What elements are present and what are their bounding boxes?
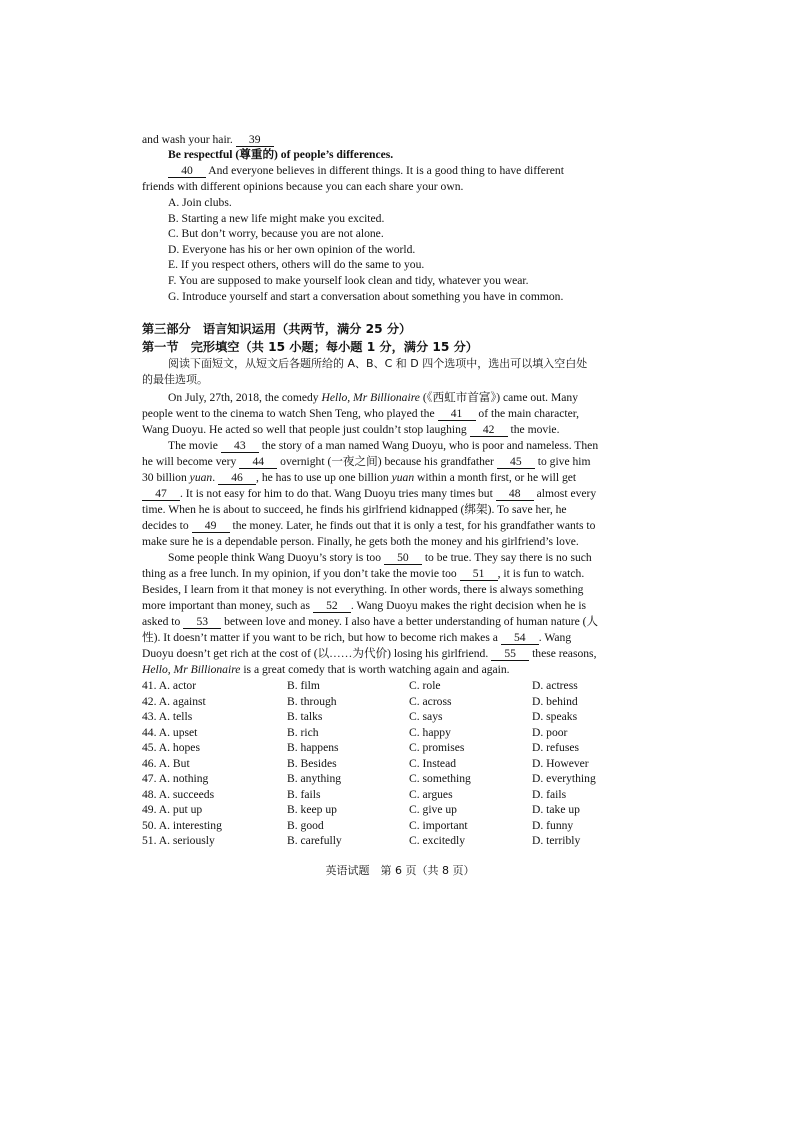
option-item: G. Introduce yourself and start a conversation about something you have in common. xyxy=(168,289,564,303)
passage-line: 47 . It is not easy for him to do that. Wang Duoyu tries many times but 48 almost every xyxy=(142,487,596,501)
passage-line: 30 billion yuan. 46 , he has to use up one billion yuan within a month first, or he will get xyxy=(142,471,577,484)
answer-blank-44: 44 xyxy=(239,456,277,469)
passage-line: Besides, I learn from it that money is not everything. In other words, there is always something xyxy=(142,583,584,596)
answer-choice: C. promises xyxy=(409,741,465,754)
instructions: 阅读下面短文，从短文后各题所给的 A、B、C 和 D 四个选项中，选出可以填入空白处 xyxy=(168,357,588,370)
answer-choice: C. excitedly xyxy=(409,834,466,847)
question-row xyxy=(142,819,612,834)
answer-blank-40: 40 xyxy=(168,165,206,178)
question-row xyxy=(142,757,612,772)
answer-choice: C. happy xyxy=(409,725,451,739)
answer-choice: D. actress xyxy=(532,679,578,692)
answer-choice: D. everything xyxy=(532,772,596,785)
text-line: and wash your hair. 39 xyxy=(142,133,274,147)
answer-choice: 51. A. seriously xyxy=(142,834,215,847)
answer-choice: C. role xyxy=(409,679,441,692)
section-title: 第一节 完形填空（共 15 小题；每小题 1 分，满分 15 分） xyxy=(142,340,478,354)
option-item: E. If you respect others, others will do the same to you. xyxy=(168,258,425,272)
passage-line: thing as a free lunch. In my opinion, if you don’t take the movie too 51 , it is fun to watch. xyxy=(142,567,585,580)
question-row xyxy=(142,803,612,818)
answer-choice: 47. A. nothing xyxy=(142,772,209,785)
text-line: friends with different opinions because you can each share your own. xyxy=(142,180,464,193)
answer-choice: C. across xyxy=(409,694,452,708)
passage-line: make sure he is a dependable person. Finally, he gets both the money and his girlfriend’s love. xyxy=(142,535,579,548)
answer-choice: D. speaks xyxy=(532,710,578,723)
answer-choice: C. Instead xyxy=(409,756,457,770)
answer-blank-49: 49 xyxy=(192,520,230,533)
answer-blank-51: 51 xyxy=(460,568,498,581)
answer-blank-53: 53 xyxy=(183,616,221,629)
answer-choice: C. says xyxy=(409,710,443,723)
question-row xyxy=(142,679,612,694)
answer-choice: B. happens xyxy=(287,741,339,754)
answer-choice: C. something xyxy=(409,772,471,785)
passage-line: time. When he is about to succeed, he finds his girlfriend kidnapped (绑架). To save her, he xyxy=(142,503,567,516)
answer-blank-43: 43 xyxy=(221,440,259,453)
answer-choice: 43. A. tells xyxy=(142,710,193,723)
answer-choice: 41. A. actor xyxy=(142,679,197,692)
question-row xyxy=(142,710,612,725)
instructions: 的最佳选项。 xyxy=(142,373,208,386)
passage-line: he will become very 44 overnight (一夜之间) because his grandfather 45 to give him xyxy=(142,455,591,468)
answer-choice: C. important xyxy=(409,818,468,832)
answer-choice: D. funny xyxy=(532,818,574,832)
answer-choice: B. Besides xyxy=(287,756,337,770)
answer-choice: 44. A. upset xyxy=(142,725,198,739)
passage-line: Duoyu doesn’t get rich at the cost of (以……为代价) losing his girlfriend. 55 these reasons, xyxy=(142,647,597,660)
question-row xyxy=(142,695,612,710)
passage-line: more important than money, such as 52 . Wang Duoyu makes the right decision when he is xyxy=(142,599,587,612)
answer-blank-47: 47 xyxy=(142,488,180,501)
answer-choice: B. talks xyxy=(287,710,323,723)
answer-choice: 42. A. against xyxy=(142,694,206,708)
page-footer: 英语试题 第 6 页（共 8 页） xyxy=(325,864,475,877)
answer-choice: 50. A. interesting xyxy=(142,818,222,832)
answer-choice: B. good xyxy=(287,818,324,832)
answer-choice: D. fails xyxy=(532,787,567,801)
answer-choice: D. However xyxy=(532,756,589,770)
answer-choice: B. anything xyxy=(287,772,342,785)
answer-blank-54: 54 xyxy=(501,632,539,645)
answer-choice: D. refuses xyxy=(532,741,580,754)
question-row xyxy=(142,834,612,849)
answer-choice: 49. A. put up xyxy=(142,803,203,816)
passage-line: decides to 49 the money. Later, he finds out that it is only a test, for his grandfather wants to xyxy=(142,519,596,532)
answer-blank-42: 42 xyxy=(470,424,508,437)
answer-choice: D. poor xyxy=(532,725,568,739)
option-item: D. Everyone has his or her own opinion of the world. xyxy=(168,242,416,256)
text-line: 40 And everyone believes in different things. It is a good thing to have different xyxy=(168,164,564,178)
option-item: C. But don’t worry, because you are not alone. xyxy=(168,227,384,241)
question-row xyxy=(142,741,612,756)
answer-blank-48: 48 xyxy=(496,488,534,501)
question-row xyxy=(142,726,612,741)
answer-blank-45: 45 xyxy=(497,456,535,469)
option-item: F. You are supposed to make yourself look clean and tidy, whatever you wear. xyxy=(168,274,529,287)
answer-choice: 46. A. But xyxy=(142,756,190,770)
answer-choice: C. argues xyxy=(409,787,453,801)
answer-blank-46: 46 xyxy=(218,472,256,485)
answer-blank-50: 50 xyxy=(384,552,422,565)
answer-choice: C. give up xyxy=(409,803,457,816)
answer-choice: B. fails xyxy=(287,787,321,801)
section-heading: Be respectful (尊重的) of people’s differences. xyxy=(168,148,394,161)
answer-choice: B. keep up xyxy=(287,803,337,816)
answer-choice: D. take up xyxy=(532,803,580,816)
answer-blank-41: 41 xyxy=(438,408,476,421)
answer-choice: B. film xyxy=(287,679,320,692)
passage-line: Some people think Wang Duoyu’s story is too 50 to be true. They say there is no such xyxy=(168,551,592,564)
answer-blank-55: 55 xyxy=(491,648,529,661)
answer-choice: 48. A. succeeds xyxy=(142,787,215,801)
passage-line: Wang Duoyu. He acted so well that people just couldn’t stop laughing 42 the movie. xyxy=(142,423,560,436)
answer-blank-39: 39 xyxy=(236,134,274,147)
answer-choice: D. behind xyxy=(532,694,578,708)
option-item: B. Starting a new life might make you excited. xyxy=(168,211,385,225)
answer-choice: B. carefully xyxy=(287,834,342,847)
answer-blank-52: 52 xyxy=(313,600,351,613)
question-row xyxy=(142,788,612,803)
part-title: 第三部分 语言知识运用（共两节，满分 25 分） xyxy=(142,322,412,336)
question-row xyxy=(142,772,612,787)
answer-choice: 45. A. hopes xyxy=(142,741,200,754)
passage-line: 性). It doesn’t matter if you want to be rich, but how to become rich makes a 54 . Wang xyxy=(142,631,572,644)
answer-choice: B. rich xyxy=(287,725,319,739)
passage-line: Hello, Mr Billionaire is a great comedy that is worth watching again and again. xyxy=(142,663,510,676)
passage-line: The movie 43 the story of a man named Wang Duoyu, who is poor and nameless. Then xyxy=(168,439,599,452)
option-item: A. Join clubs. xyxy=(168,196,232,209)
answer-choice: D. terribly xyxy=(532,834,581,847)
passage-line: asked to 53 between love and money. I also have a better understanding of human nature (人 xyxy=(142,615,599,628)
passage-line: On July, 27th, 2018, the comedy Hello, Mr Billionaire (《西虹市首富》) came out. Many xyxy=(168,391,579,404)
answer-choice: B. through xyxy=(287,694,337,708)
passage-line: people went to the cinema to watch Shen Teng, who played the 41 of the main character, xyxy=(142,407,580,420)
